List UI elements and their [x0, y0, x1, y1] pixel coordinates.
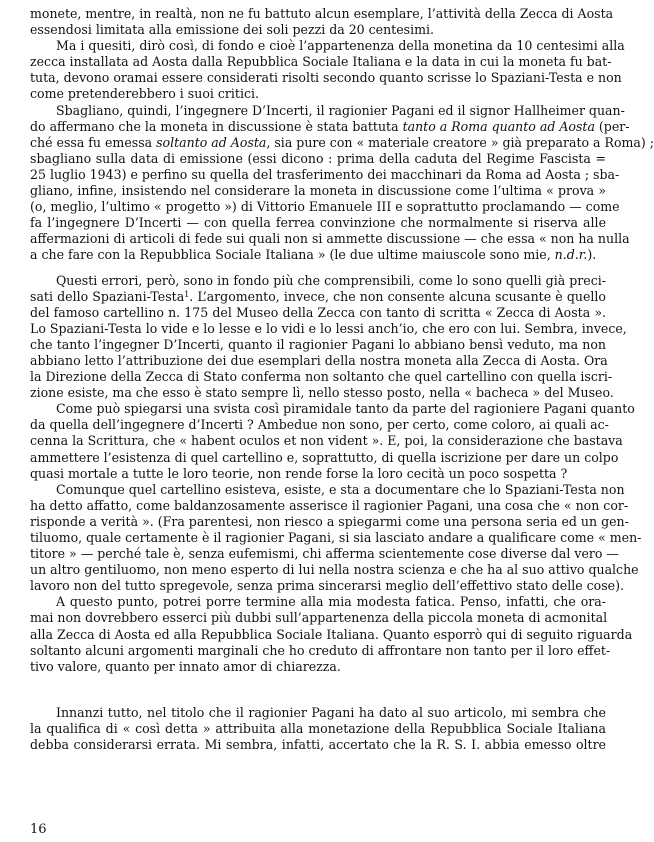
text-fragment: sati dello Spaziani-Testa — [30, 288, 185, 304]
paragraph-1 — [30, 6, 614, 38]
paragraph-8 — [30, 705, 606, 753]
text-line: Ma i quesiti, dirò così, di fondo e cioè l’appartenenza della monetina da 10 centesimi alla — [56, 38, 625, 54]
text-line: da quella dell’ingegnere d’Incerti ? Ambedue non sono, per certo, come coloro, ai quali ac- — [30, 417, 609, 433]
text-line: ha detto affatto, come baldanzosamente asserisce il ragionier Pagani, una cosa che « non cor- — [30, 497, 629, 513]
text-line: gliano, infine, insistendo nel considerare la moneta in discussione come l’ultima « prova » — [30, 183, 606, 199]
paragraph-2 — [30, 38, 625, 102]
text-line: zecca installata ad Aosta dalla Repubblica Sociale Italiana e la data in cui la moneta fu bat- — [30, 54, 612, 70]
italic-phrase: tanto a Roma quanto ad Aosta — [402, 118, 595, 134]
text-line: sbagliano sulla data di emissione (essi dicono : prima della caduta del Regime Fascista = — [30, 150, 606, 166]
text-line: do affermano che la moneta in discussione è stata battuta tanto a Roma quanto ad Aosta (per- — [30, 118, 630, 134]
text-line: che tanto l’ingegner D’Incerti, quanto il ragionier Pagani lo abbiano bensì veduto, ma non — [30, 336, 606, 352]
text-line: ché essa fu emessa soltanto ad Aosta, sia pure con « materiale creatore » già preparato a Roma) ; — [30, 134, 654, 150]
text-line-with-footnote — [30, 289, 606, 305]
page-number: 16 — [30, 822, 47, 837]
text-line: risponde a verità ». (Fra parentesi, non riesco a spiegarmi come una persona seria ed un gen- — [30, 513, 629, 529]
text-line: tivo valore, quanto per innato amor di chiarezza. — [30, 658, 341, 674]
text-line: fa l’ingegnere D’Incerti — con quella ferrea convinzione che normalmente si riserva alle — [30, 215, 606, 231]
text-line: titore » — perché tale è, senza eufemismi, chi afferma scientemente cose diverse dal vero — — [30, 546, 619, 562]
text-line: cenna la Scrittura, che « habent oculos et non vident ». E, poi, la considerazione che bastava — [30, 433, 623, 449]
paragraph-6 — [30, 481, 642, 595]
text-line: Comunque quel cartellino esisteva, esiste, e sta a documentare che lo Spaziani-Testa non — [56, 481, 625, 497]
text-line: 25 luglio 1943) e perfino su quella del trasferimento dei macchinari da Roma ad Aosta ; sba- — [30, 166, 620, 182]
italic-phrase: n.d.r. — [554, 247, 588, 263]
text-line: a che fare con la Repubblica Sociale Italiana » (le due ultime maiuscole sono mie, n.d.r.). — [30, 247, 597, 263]
text-line: lavoro non del tutto spregevole, senza prima sincerarsi meglio dell’effettivo stato delle cose). — [30, 578, 624, 594]
text-line: soltanto alcuni argomenti marginali che ho creduto di affrontare non tanto per il loro effet- — [30, 642, 611, 658]
paragraph-7 — [30, 594, 633, 674]
text-line: tuta, devono oramai essere considerati risolti secondo quanto scrisse lo Spaziani-Testa e non — [30, 70, 622, 86]
text-line: alla Zecca di Aosta ed alla Repubblica Sociale Italiana. Quanto esporrò qui di seguito riguarda — [30, 626, 633, 642]
text-line: la Direzione della Zecca di Stato conferma non soltanto che quel cartellino con quella iscri- — [30, 369, 613, 385]
text-line: zione esiste, ma che esso è stato sempre lì, nello stesso posto, nella « bacheca » del Museo. — [30, 385, 614, 401]
footnote-marker: 1 — [184, 289, 190, 299]
text-line: Questi errori, però, sono in fondo più che comprensibili, come lo sono quelli già preci- — [56, 272, 606, 288]
text-line: la qualifica di « così detta » attribuita alla monetazione della Repubblica Sociale Italiana — [30, 720, 606, 736]
text-line: Innanzi tutto, nel titolo che il ragionier Pagani ha dato al suo articolo, mi sembra che — [56, 704, 606, 720]
paragraph-5 — [30, 401, 635, 481]
text-line: un altro gentiluomo, non meno esperto di lui nella nostra scienza e che ha al suo attivo qualche — [30, 562, 639, 578]
paragraph-3 — [30, 102, 654, 264]
text-line: mai non dovrebbero esserci più dubbi sull’appartenenza della piccola moneta di acmonital — [30, 610, 608, 626]
text-line: Come può spiegarsi una svista così piramidale tanto da parte del ragioniere Pagani quanto — [56, 401, 635, 417]
text-line: quasi mortale a tutte le loro teorie, non rende forse la loro cecità un poco sospetta ? — [30, 465, 568, 481]
text-line: tiluomo, quale certamente è il ragionier Pagani, si sia lasciato andare a qualificare come « men- — [30, 530, 642, 545]
text-line: A questo punto, potrei porre termine alla mia modesta fatica. Penso, infatti, che ora- — [56, 594, 606, 610]
document-body — [30, 6, 654, 753]
text-line: abbiano letto l’attribuzione dei due esemplari della nostra moneta alla Zecca di Aosta. Ora — [30, 352, 608, 368]
text-line: Sbagliano, quindi, l’ingegnere D’Incerti, il ragionier Pagani ed il signor Hallheimer quan- — [56, 102, 625, 118]
text-line: ammettere l’esistenza di quel cartellino e, soprattutto, di quella iscrizione per dare un colpo — [30, 449, 619, 465]
text-line: come pretenderebbero i suoi critici. — [30, 86, 259, 102]
text-line: debba considerarsi errata. Mi sembra, infatti, accertato che la R. S. I. abbia emesso oltre — [30, 737, 606, 753]
italic-phrase: soltanto ad Aosta — [156, 134, 267, 150]
text-line: (o, meglio, l’ultimo « progetto ») di Vittorio Emanuele III e soprattutto proclamando — come — [30, 199, 620, 215]
text-line: monete, mentre, in realtà, non ne fu battuto alcun esemplare, l’attività della Zecca di Aosta — [30, 6, 614, 21]
paragraph-4 — [30, 272, 627, 402]
text-line: Lo Spaziani-Testa lo vide e lo lesse e lo vidi e lo lessi anch’io, che ero con lui. Sembra, invece, — [30, 320, 627, 336]
text-line: affermazioni di articoli di fede sui quali non si ammette discussione — che essa « non ha nulla — [30, 231, 630, 247]
text-line: del famoso cartellino n. 175 del Museo della Zecca con tanto di scritta « Zecca di Aosta ». — [30, 304, 606, 320]
text-fragment: . L’argomento, invece, che non consente alcuna scusante è quello — [189, 288, 606, 304]
text-line: essendosi limitata alla emissione dei soli pezzi da 20 centesimi. — [30, 22, 434, 38]
